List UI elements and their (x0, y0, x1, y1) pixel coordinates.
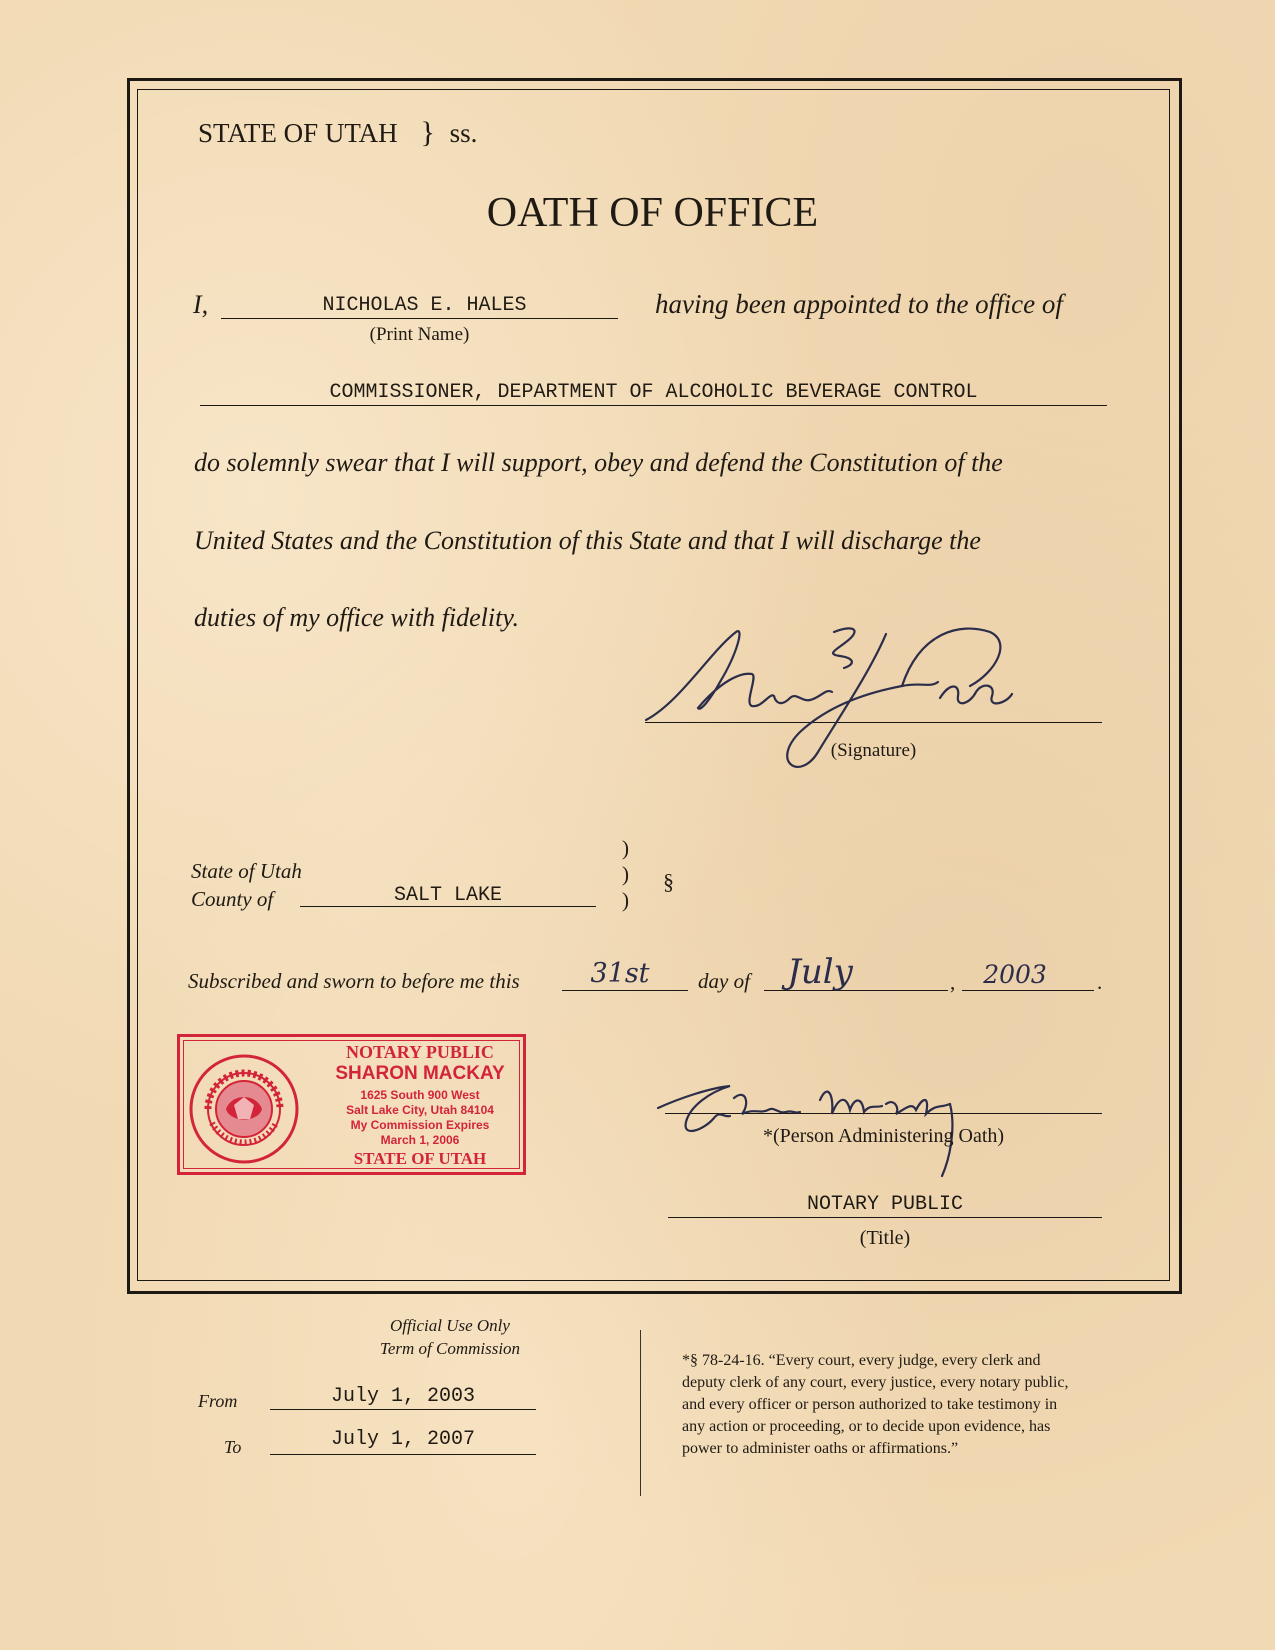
signature-caption: (Signature) (830, 740, 917, 761)
office-line (200, 381, 1107, 406)
venue-county-label: County of (191, 887, 274, 911)
ss-label: ss. (449, 118, 478, 148)
utah-seal-icon (188, 1053, 300, 1165)
day-line (562, 990, 688, 991)
day-of-label: day of (698, 969, 750, 993)
stamp-line-1: NOTARY PUBLIC (346, 1042, 494, 1062)
footnote-line-5: power to administer oaths or affirmations.” (682, 1440, 959, 1457)
title-value: NOTARY PUBLIC (806, 1193, 964, 1216)
oath-line-1: do solemnly swear that I will support, obey and defend the Constitution of the (194, 448, 1003, 477)
footnote-line-1: *§ 78-24-16. “Every court, every judge, every clerk and (682, 1352, 1041, 1369)
print-name-line (221, 294, 618, 319)
stamp-line-4: Salt Lake City, Utah 84104 (346, 1103, 494, 1117)
notary-stamp (177, 1034, 526, 1175)
official-use-label: Official Use Only (390, 1316, 510, 1335)
print-name-value: NICHOLAS E. HALES (322, 294, 527, 317)
jurat-prefix: Subscribed and sworn to before me this (188, 969, 520, 993)
footnote-line-2: deputy clerk of any court, every justice, every notary public, (682, 1374, 1069, 1391)
term-of-commission-label: Term of Commission (379, 1339, 521, 1358)
paren-3: ) (622, 888, 629, 912)
stamp-line-2: SHARON MACKAY (335, 1063, 505, 1084)
to-value: July 1, 2007 (330, 1428, 476, 1451)
section-sign: § (663, 869, 674, 894)
county-value: SALT LAKE (393, 884, 503, 907)
oath-line-3: duties of my office with fidelity. (194, 603, 519, 632)
month-value: July (787, 952, 853, 992)
venue-parens (622, 835, 629, 913)
day-value: 31st (590, 958, 650, 989)
jurat-period: . (1097, 970, 1103, 994)
statute-footnote (682, 1350, 1069, 1460)
state-label: STATE OF UTAH (198, 118, 398, 148)
administrator-caption: *(Person Administering Oath) (762, 1125, 1005, 1147)
state-header (198, 116, 477, 150)
from-value: July 1, 2003 (330, 1385, 476, 1408)
office-value: COMMISSIONER, DEPARTMENT OF ALCOHOLIC BEVERAGE CONTROL (329, 381, 978, 404)
oath-line-2: United States and the Constitution of this State and that I will discharge the (194, 526, 981, 555)
footer-divider (640, 1330, 641, 1496)
administrator-signature (650, 1058, 980, 1178)
from-label: From (198, 1391, 238, 1411)
oath-i: I, (193, 290, 209, 319)
county-line (300, 884, 596, 907)
year-line (962, 990, 1094, 991)
brace: } (420, 116, 435, 149)
page-title: OATH OF OFFICE (486, 190, 819, 236)
stamp-line-5: My Commission Expires (350, 1118, 490, 1132)
footnote-line-4: any action or proceeding, or to decide upon evidence, has (682, 1418, 1051, 1435)
paren-1: ) (622, 836, 629, 860)
to-line (270, 1428, 536, 1455)
print-name-caption: (Print Name) (369, 324, 470, 345)
jurat-comma: , (950, 970, 956, 994)
stamp-line-7: STATE OF UTAH (353, 1149, 487, 1168)
to-label: To (224, 1437, 242, 1457)
stamp-line-3: 1625 South 900 West (360, 1088, 480, 1102)
footnote-line-3: and every officer or person authorized to take testimony in (682, 1396, 1058, 1413)
paren-2: ) (622, 862, 629, 886)
venue-state-label: State of Utah (191, 859, 302, 883)
stamp-line-6: March 1, 2006 (380, 1133, 460, 1147)
year-value: 2003 (983, 960, 1047, 989)
title-caption: (Title) (859, 1227, 911, 1249)
officer-signature (640, 612, 1060, 792)
from-line (270, 1385, 536, 1410)
title-line (668, 1193, 1102, 1218)
appointed-text: having been appointed to the office of (655, 289, 1063, 319)
